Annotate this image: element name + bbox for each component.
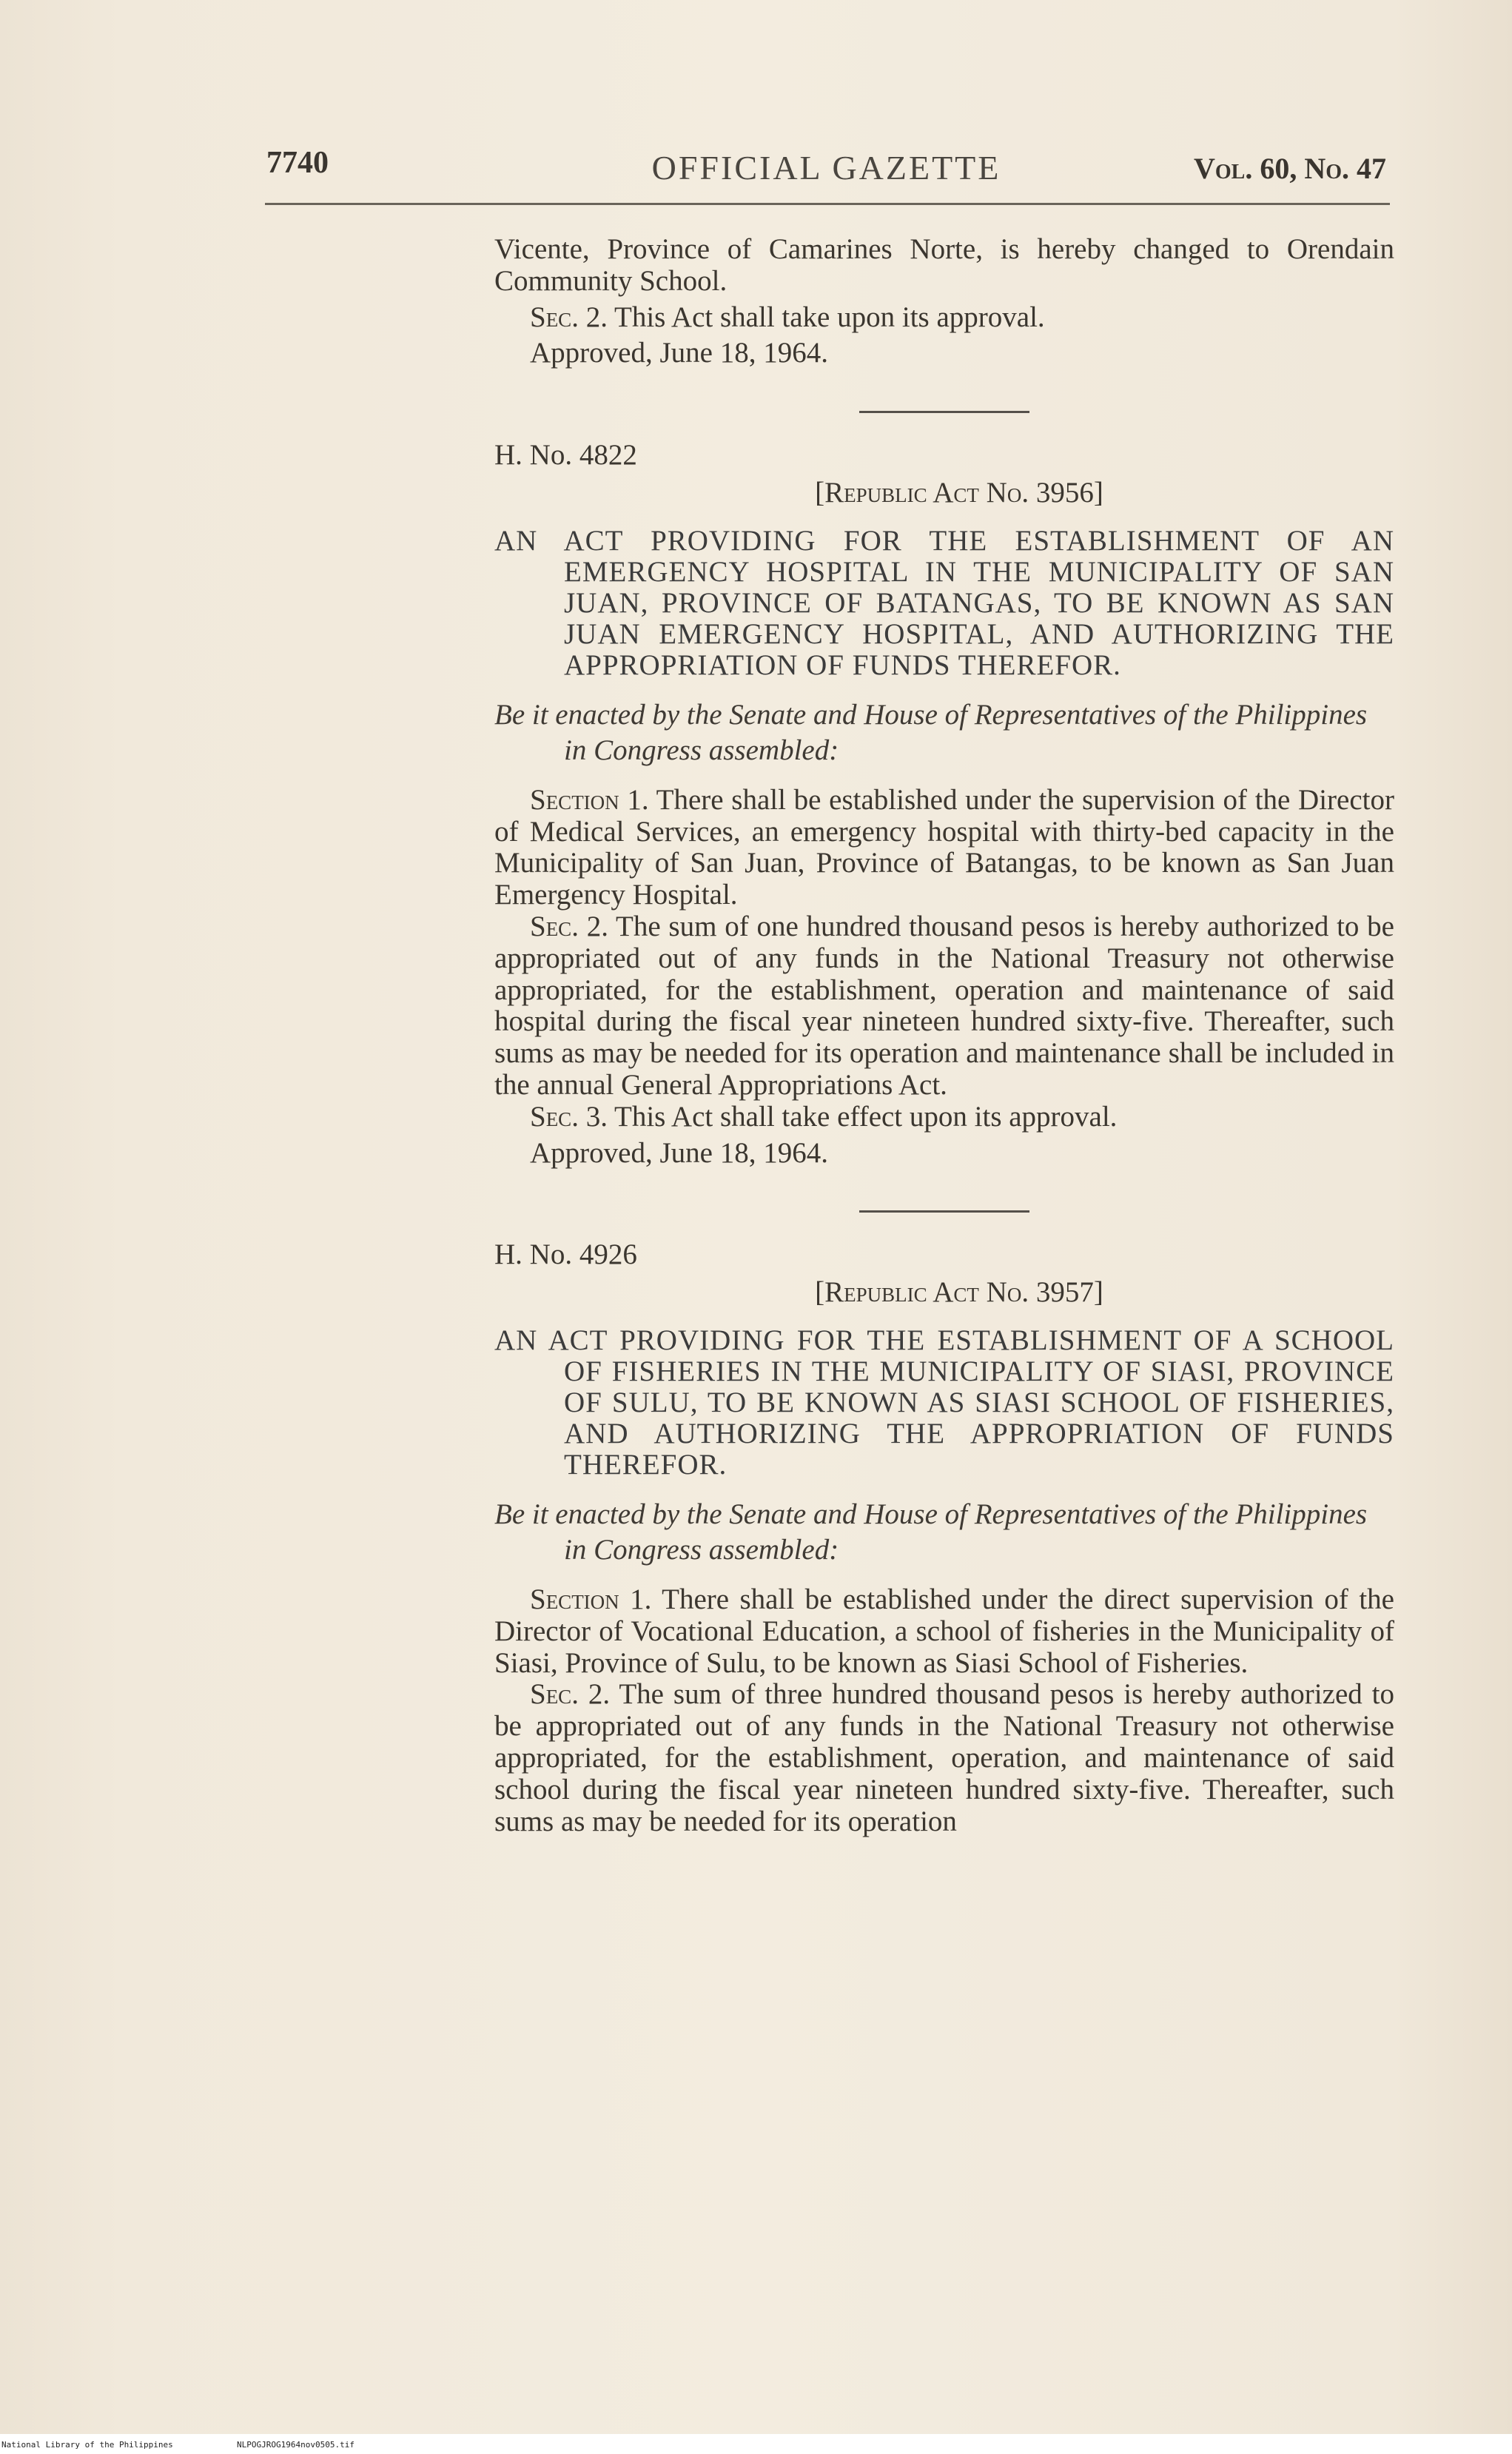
source-label: National Library of the Philippines xyxy=(1,2440,173,2450)
separator-rule xyxy=(859,1210,1029,1213)
section-text: This Act shall take effect upon its approval. xyxy=(614,1100,1118,1133)
section-label: Sec. 2. xyxy=(530,301,608,333)
house-bill-number: H. No. 4926 xyxy=(494,1238,637,1271)
section-paragraph xyxy=(494,911,1394,1102)
approval-line: Approved, June 18, 1964. xyxy=(530,337,828,369)
section-paragraph xyxy=(494,785,1394,911)
file-name: NLPOGJROG1964nov0505.tif xyxy=(237,2440,355,2450)
section-label: Sec. 2. xyxy=(530,1678,611,1711)
approval-line: Approved, June 18, 1964. xyxy=(530,1136,828,1169)
section-paragraph xyxy=(494,302,1394,334)
section-text: The sum of three hundred thousand pesos is hereby authorized to be appropriated out of any funds in the National Treasury not otherwise appropriated, for the establishment, operation, and maintenance of said school during the fiscal year nineteen hundred sixty-five. Thereafter, such sums as may be needed for its operation xyxy=(494,1678,1395,1837)
page-body xyxy=(494,234,1394,1837)
section-text: There shall be established under the supervision of the Director of Medical Services, an emergency hospital with thirty-bed capacity in the Municipality of San Juan, Province of Batangas, to be known as San Juan Emergency Hospital. xyxy=(494,783,1394,911)
act-3956 xyxy=(494,440,1394,1169)
continuation-paragraph: Vicente, Province of Camarines Norte, is hereby changed to Orendain Community School. xyxy=(494,233,1394,297)
section-label: Section 1. xyxy=(530,783,649,816)
act-title: AN ACT PROVIDING FOR THE ESTABLISHMENT OF AN EMERGENCY HOSPITAL IN THE MUNICIPALITY OF SAN JUAN, PROVINCE OF BATANGAS, TO BE KNOWN AS SAN JUAN EMERGENCY HOSPITAL, AND AUTHORIZING THE APPROPRIATION OF FUNDS THEREFOR. xyxy=(494,524,1394,681)
separator-rule xyxy=(859,411,1029,413)
house-bill-number: H. No. 4822 xyxy=(494,439,637,472)
section-paragraph xyxy=(494,1584,1394,1679)
section-label: Section 1. xyxy=(530,1583,652,1615)
section-paragraph xyxy=(494,1102,1394,1133)
section-text: This Act shall take upon its approval. xyxy=(614,301,1045,333)
act-title: AN ACT PROVIDING FOR THE ESTABLISHMENT OF A SCHOOL OF FISHERIES IN THE MUNICIPALITY OF SIASI, PROVINCE OF SULU, TO BE KNOWN AS SIASI SCHOOL OF FISHERIES, AND AUTHORIZING THE APPROPRIATION OF FUNDS THEREFOR. xyxy=(494,1324,1394,1481)
section-text: There shall be established under the direct supervision of the Director of Vocational Education, a school of fisheries in the Municipality of Siasi, Province of Sulu, to be known as Siasi School of Fisheries. xyxy=(494,1583,1394,1679)
section-label: Sec. 2. xyxy=(530,910,608,942)
enacting-clause: Be it enacted by the Senate and House of Representatives of the Philippines in Congress assembled: xyxy=(494,1498,1368,1566)
act-3957 xyxy=(494,1239,1394,1837)
republic-act-number: [Republic Act No. 3957] xyxy=(815,1276,1103,1309)
page-number: 7740 xyxy=(266,146,329,180)
enacting-clause: Be it enacted by the Senate and House of Representatives of the Philippines in Congress assembled: xyxy=(494,698,1368,766)
section-text: The sum of one hundred thousand pesos is hereby authorized to be appropriated out of any funds in the National Treasury not otherwise appropriated, for the establishment, operation and maintenance of said hospital during the fiscal year nineteen hundred sixty-five. Thereafter, such sums as may be needed for its operation and maintenance shall be included in the annual General Appropriations Act. xyxy=(494,910,1394,1101)
publication-title: OFFICIAL GAZETTE xyxy=(651,149,1001,187)
section-paragraph xyxy=(494,1679,1394,1837)
page-header xyxy=(266,145,1386,190)
scan-footer xyxy=(0,2434,1512,2454)
volume-label: Vol. 60, No. 47 xyxy=(1193,152,1386,185)
section-label: Sec. 3. xyxy=(530,1100,608,1133)
header-rule xyxy=(265,203,1390,205)
republic-act-number: [Republic Act No. 3956] xyxy=(815,476,1103,509)
